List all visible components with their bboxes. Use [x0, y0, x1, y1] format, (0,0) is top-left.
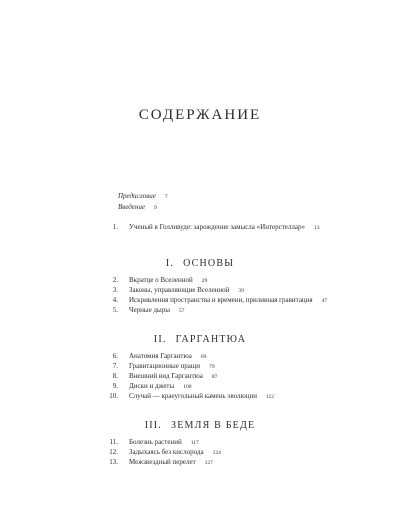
section-heading-2 — [0, 334, 400, 345]
chapter-title: Внешний вид Гаргантюа — [129, 372, 203, 380]
page-number: 79 — [209, 364, 215, 370]
front-item-label: Введение — [118, 203, 146, 211]
chapter-number: 5. — [112, 306, 118, 314]
chapter-title: Вкратце о Вселенной — [129, 276, 193, 284]
page-number: 39 — [238, 288, 244, 294]
chapter-number: 3. — [112, 286, 118, 294]
chapter-number: 13. — [109, 458, 118, 466]
page-number: 87 — [211, 374, 218, 380]
chapter-number: 9. — [112, 382, 118, 390]
chapter-number: 7. — [112, 362, 118, 370]
page-number: 112 — [265, 394, 275, 400]
chapter-number: 12. — [109, 448, 118, 456]
page-number: 127 — [204, 460, 213, 466]
chapter-number: 11. — [109, 438, 118, 446]
chapter-number: 8. — [112, 372, 118, 380]
page-number: 117 — [190, 440, 199, 446]
chapter-title: Гравитационные пращи — [129, 362, 201, 370]
section-name: ЗЕМЛЯ В БЕДЕ — [170, 420, 256, 431]
chapter-title: Искривления пространства и времени, приливная гравитация — [129, 296, 313, 304]
section-name: ГАРГАНТЮА — [175, 334, 247, 345]
page-number: 100 — [183, 384, 192, 390]
chapter-title: Черные дыры — [129, 306, 170, 314]
front-item-label: Предисловие — [118, 192, 156, 200]
chapter-title: Диски и джеты — [129, 382, 175, 390]
page-number: 13 — [314, 225, 320, 231]
page-number: 47 — [321, 298, 328, 304]
chapter-title: Межзвездный перелет — [129, 458, 196, 466]
chapter-title: Ученый в Голливуде: зарождение замысла «Интерстеллар» — [129, 223, 305, 231]
chapter-number: 2. — [112, 276, 118, 284]
page-number: 69 — [200, 354, 207, 360]
chapter-number: 1. — [112, 223, 118, 231]
chapter-title: Болезнь растений — [129, 438, 182, 446]
front-item-preface[interactable] — [118, 192, 168, 200]
chapter-number: 10. — [109, 392, 118, 400]
page-number: 29 — [201, 278, 208, 284]
front-item-introduction[interactable] — [118, 203, 157, 211]
page-number: 7 — [164, 194, 168, 200]
chapter-title: Законы, управляющие Вселенной — [129, 286, 230, 294]
chapter-title: Анатомия Гаргантюа — [129, 352, 192, 360]
chapter-number: 4. — [112, 296, 118, 304]
page-title: СОДЕРЖАНИЕ — [138, 107, 262, 123]
chapter-title: Случай — краеугольный камень эволюции — [129, 392, 257, 400]
section-heading-1 — [0, 258, 400, 269]
section-name: ОСНОВЫ — [183, 258, 235, 269]
chapter-title: Задыхаясь без кислорода — [129, 448, 204, 456]
section-roman: III. — [144, 420, 162, 431]
page-number: 124 — [212, 450, 221, 456]
section-heading-3 — [0, 420, 400, 431]
section-roman: II. — [153, 334, 167, 345]
page-number: 57 — [178, 308, 185, 314]
section-roman: I. — [165, 258, 175, 269]
chapter-number: 6. — [112, 352, 118, 360]
page-number: 9 — [154, 205, 157, 211]
